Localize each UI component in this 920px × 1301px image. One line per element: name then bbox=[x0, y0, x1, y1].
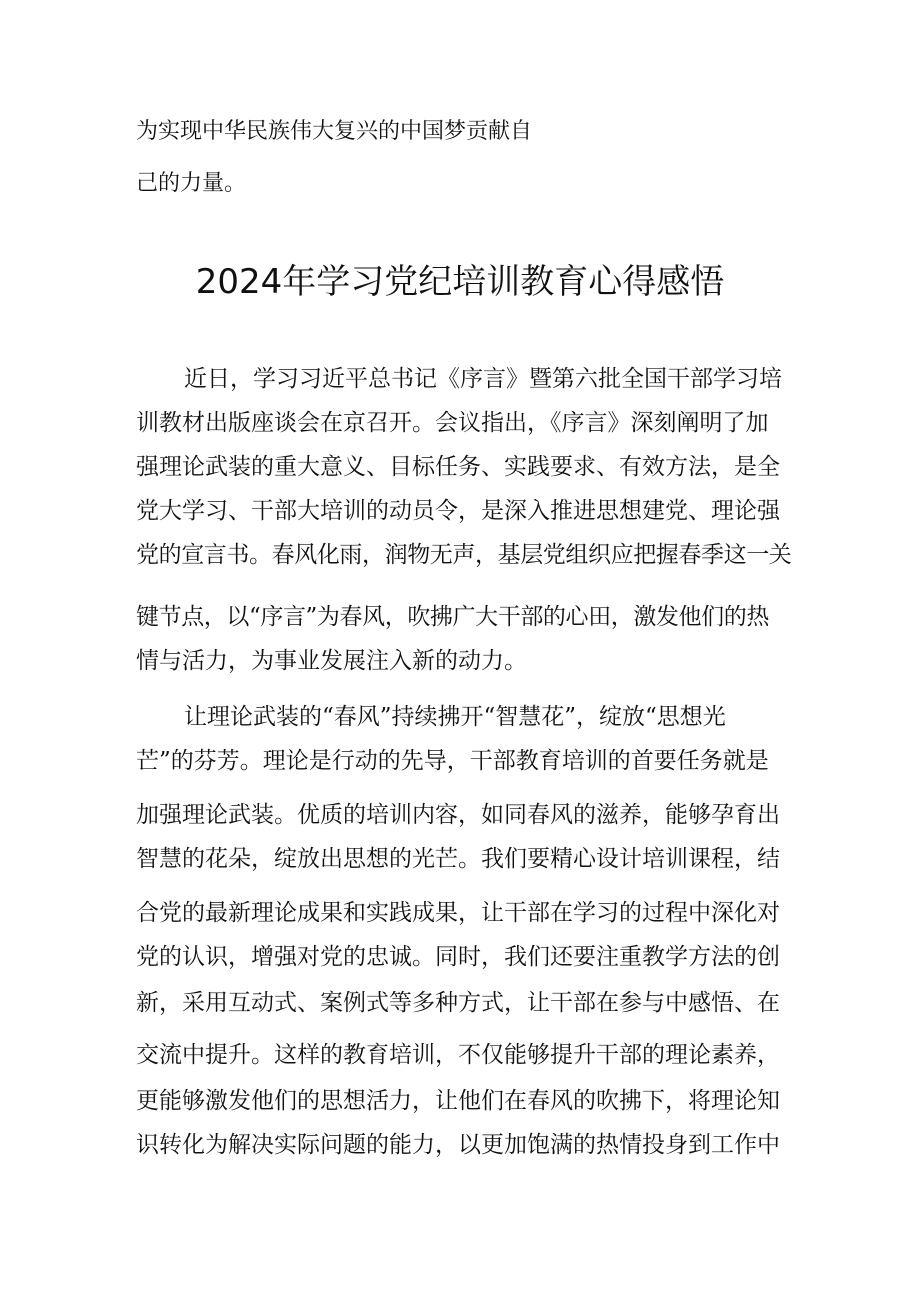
paragraph-2-line-4: 智慧的花朵，绽放出思想的光芒。我们要精心设计培训课程，结 bbox=[136, 846, 780, 872]
paragraph-2-line-3: 加强理论武装。优质的培训内容，如同春风的滋养，能够孕育出 bbox=[136, 802, 780, 828]
paragraph-1-line-5: 党的宣言书。春风化雨，润物无声，基层党组织应把握春季这一关 bbox=[136, 542, 792, 568]
paragraph-2-line-2: 芒”的芬芳。理论是行动的先导，干部教育培训的首要任务就是 bbox=[136, 748, 769, 774]
paragraph-2-line-7: 新，采用互动式、案例式等多种方式，让干部在参与中感悟、在 bbox=[136, 990, 780, 1016]
paragraph-2-line-1: 让理论武装的“春风”持续拂开“智慧花”，绽放“思想光 bbox=[184, 704, 726, 730]
paragraph-1-line-7: 情与活力，为事业发展注入新的动力。 bbox=[136, 648, 527, 674]
paragraph-1-line-4: 党大学习、干部大培训的动员令，是深入推进思想建党、理论强 bbox=[136, 498, 780, 524]
intro-line-1: 为实现中华民族伟大复兴的中国梦贡献自 bbox=[136, 119, 533, 144]
page-title: 2024年学习党纪培训教育心得感悟 bbox=[195, 262, 725, 302]
paragraph-2-line-8: 交流中提升。这样的教育培训，不仅能够提升干部的理论素养， bbox=[136, 1042, 780, 1068]
paragraph-1-line-1: 近日，学习习近平总书记《序言》暨第六批全国干部学习培 bbox=[184, 366, 782, 392]
paragraph-1-line-6: 键节点，以“序言”为春风，吹拂广大干部的心田，激发他们的热 bbox=[136, 604, 769, 630]
paragraph-2-line-9: 更能够激发他们的思想活力，让他们在春风的吹拂下，将理论知 bbox=[136, 1088, 780, 1114]
paragraph-2-line-5: 合党的最新理论成果和实践成果，让干部在学习的过程中深化对 bbox=[136, 900, 780, 926]
paragraph-2-line-10: 识转化为解决实际问题的能力，以更加饱满的热情投身到工作中 bbox=[136, 1132, 780, 1158]
paragraph-1-line-3: 强理论武装的重大意义、目标任务、实践要求、有效方法，是全 bbox=[136, 454, 780, 480]
paragraph-1-line-2: 训教材出版座谈会在京召开。会议指出，《序言》深刻阐明了加 bbox=[136, 410, 769, 436]
paragraph-2-line-6: 党的认识，增强对党的忠诚。同时，我们还要注重教学方法的创 bbox=[136, 944, 780, 970]
intro-line-2: 己的力量。 bbox=[136, 171, 247, 196]
